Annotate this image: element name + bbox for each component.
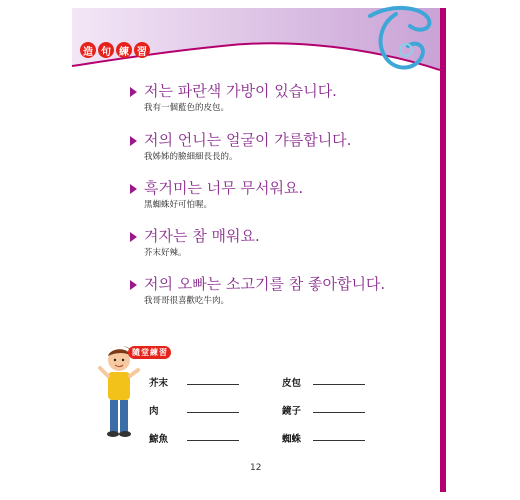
bullet-arrow-icon (130, 87, 137, 97)
vocab-word: 鯨魚 (149, 434, 169, 445)
korean-sentence: 흑거미는 너무 무서워요. (144, 179, 304, 197)
vocab-word: 皮包 (282, 378, 302, 389)
korean-sentence: 저의 언니는 얼굴이 갸름합니다. (144, 131, 352, 149)
chinese-translation: 我姊姊的臉細細長長的。 (144, 152, 238, 162)
vocab-word: 蜘蛛 (282, 434, 302, 445)
bullet-arrow-icon (130, 280, 137, 290)
chinese-translation: 黑蜘蛛好可怕喔。 (144, 200, 213, 210)
chinese-translation: 芥末好辣。 (144, 248, 187, 258)
answer-blank[interactable] (187, 412, 239, 413)
practice-title-char: 堂 (141, 348, 149, 357)
answer-blank[interactable] (187, 440, 239, 441)
title-char: 造 (80, 42, 96, 58)
section-title-badge (80, 42, 150, 58)
title-char: 練 (116, 42, 132, 58)
chinese-translation: 我有一個藍色的皮包。 (144, 103, 230, 113)
practice-title-char: 練 (150, 348, 158, 357)
answer-blank[interactable] (313, 384, 365, 385)
answer-blank[interactable] (313, 412, 365, 413)
practice-title-char: 隨 (132, 348, 140, 357)
vocab-word: 肉 (149, 406, 159, 417)
swirl-letter-icon (350, 0, 440, 78)
bullet-arrow-icon (130, 232, 137, 242)
answer-blank[interactable] (187, 384, 239, 385)
bullet-arrow-icon (130, 184, 137, 194)
vocab-word: 芥末 (149, 378, 169, 389)
chinese-translation: 我哥哥很喜歡吃牛肉。 (144, 296, 230, 306)
practice-title-badge (128, 346, 171, 359)
practice-title-char: 習 (159, 348, 167, 357)
answer-blank[interactable] (313, 440, 365, 441)
page-number: 12 (250, 463, 262, 473)
side-accent-bar (440, 8, 446, 492)
korean-sentence: 겨자는 참 매워요. (144, 227, 260, 245)
title-char: 習 (134, 42, 150, 58)
korean-sentence: 저의 오빠는 소고기를 참 좋아합니다. (144, 275, 386, 293)
vocab-word: 鏡子 (282, 406, 302, 417)
korean-sentence: 저는 파란색 가방이 있습니다. (144, 82, 337, 100)
title-char: 句 (98, 42, 114, 58)
bullet-arrow-icon (130, 136, 137, 146)
